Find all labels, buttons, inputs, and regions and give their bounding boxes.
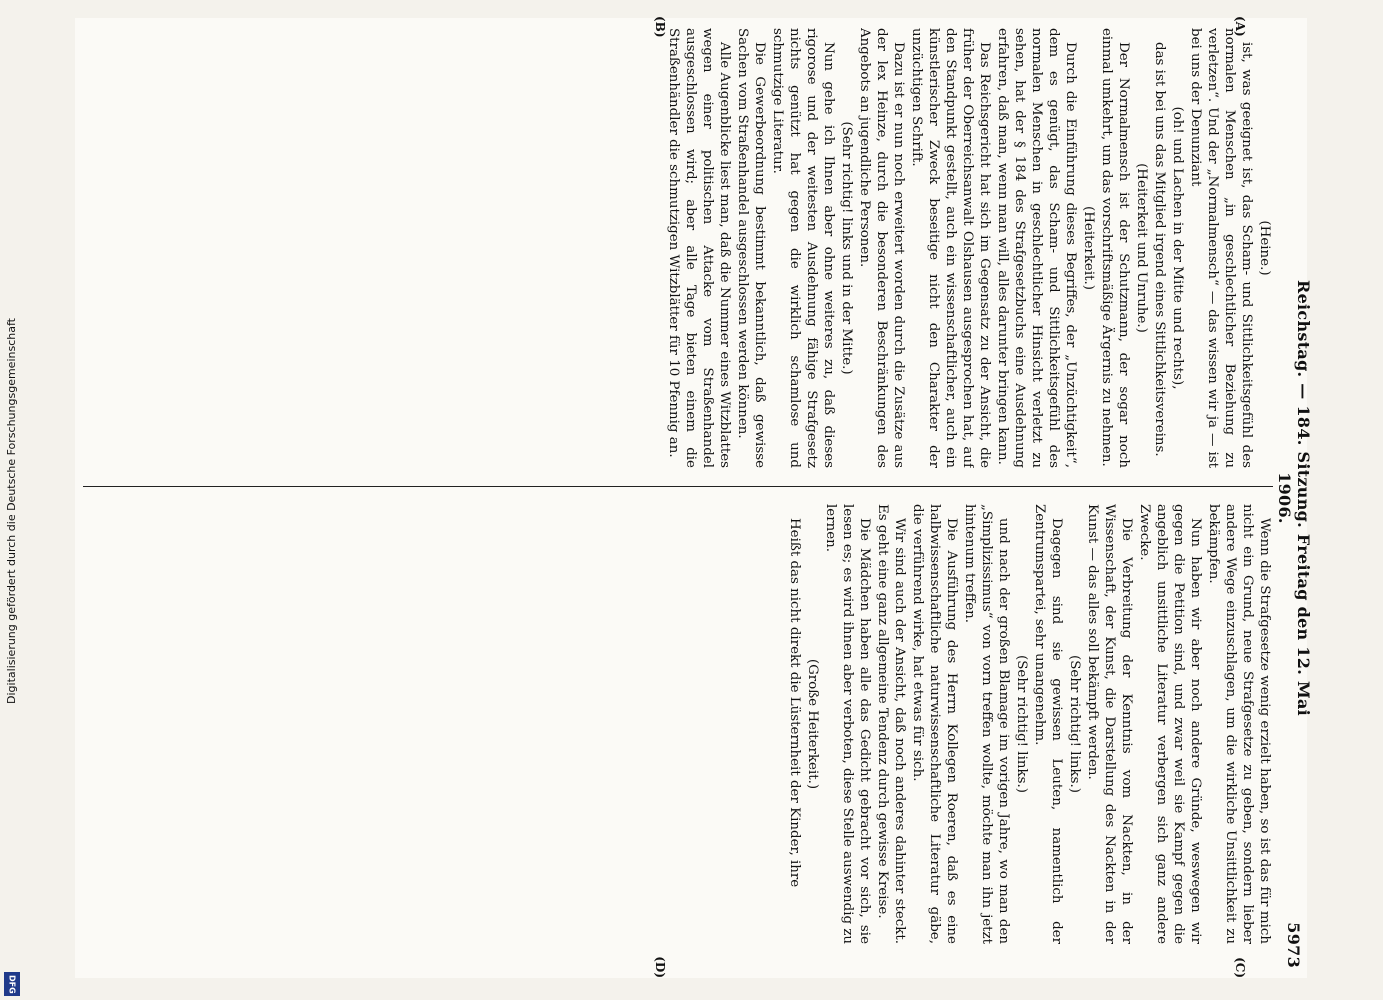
page-header-title: Reichstag. — 184. Sitzung. Freitag den 12. Mai 1906. [1275, 279, 1313, 717]
left-column-paragraph: Der Normalmensch ist der Schutzmann, der sogar noch einmal umkehrt, um das vorschriftsmäßige Ärgernis zu nehmen. [1099, 28, 1131, 468]
left-column-paragraph: (Sehr richtig! links und in der Mitte.) [839, 121, 854, 375]
left-column-paragraph: Dazu ist er nun noch erweitert worden durch die Zusätze aus der lex Heinze, durch die besonderen Beschränkungen des Angebots an jugendliche Personen. [857, 28, 906, 468]
right-column-paragraph: Die Verbreitung der Kenntnis vom Nackten, in der Wissenschaft, der Kunst, die Darstellung des Nackten in der Kunst — das alles soll bekämpft werden. [1085, 504, 1134, 944]
left-column-paragraph: Nun gehe ich Ihnen aber ohne weiteres zu, daß dieses rigorose und der weitesten Ausdehnung fähige Strafgesetz nichts genützt hat gegen die wirklich schamlose und schmutzige Literatur. [770, 28, 836, 468]
right-column-paragraph: Wir sind auch der Ansicht, daß noch anderes dahinter steckt. Es geht eine ganz allgemeine Tendenz durch gewisse Kreise. [875, 504, 907, 944]
margin-mark-a: (A) [1233, 16, 1247, 37]
footer-credit-text: Digitalisierung gefördert durch die Deutsche Forschungsgemeinschaft [5, 318, 18, 704]
left-column-paragraph: Durch die Einführung dieses Begriffes, der „Unzüchtigkeit“, dem es genügt, das Scham- und Sittlichkeitsgefühl des normalen Menschen in geschlechtlicher Hinsicht verletzt zu sehen, hat der § 184 des Strafgesetzbuchs eine Ausdehnung erfahren, daß man, wenn man will, alles darunter bringen kann. [995, 28, 1078, 468]
right-column-paragraph: (Sehr richtig! links.) [1067, 655, 1082, 793]
column-divider [83, 486, 1273, 487]
left-column-paragraph: ist, was geeignet ist, das Scham- und Sittlichkeitsgefühl des normalen Menschen „in geschlechtlicher Beziehung zu verletzen“. Und der „Normalmensch“ — das wissen wir ja — ist bei uns der Denunziant [1188, 28, 1254, 468]
document-page [75, 16, 1313, 978]
right-column-paragraph: und nach der großen Blamage im vorigen Jahre, wo man den „Simplizissimus“ von vorn treffen wollte, möchte man ihn jetzt hintenum treffen. [962, 504, 1011, 944]
margin-mark-c: (C) [1233, 957, 1247, 978]
left-column-paragraph: (Heiterkeit und Unruhe.) [1134, 163, 1149, 333]
rotated-content [75, 16, 1313, 978]
left-column-paragraph: (oh! und Lachen in der Mitte und rechts), [1170, 106, 1185, 390]
page-number: 5973 [1284, 922, 1304, 968]
right-column-paragraph: Die Ausführung des Herrn Kollegen Roeren, daß es eine halbwissenschaftliche naturwissenschaftliche Literatur gäbe, die verführend wirke, hat etwas für sich. [910, 504, 959, 944]
left-column-paragraph: Das Reichsgericht hat sich im Gegensatz zu der Ansicht, die früher der Oberreichsanwalt Olshausen ausgesprochen hat, auf den Standpunkt gestellt, auch ein wissenschaftlicher, auch ein künstlerischer Zweck beseitige nicht den Charakter der unzüchtigen Schrift. [909, 28, 992, 468]
margin-mark-d: (D) [653, 956, 667, 978]
text-column-left [83, 28, 1273, 468]
margin-mark-b: (B) [653, 16, 667, 38]
footer-credit [4, 12, 22, 992]
right-column-paragraph: Wenn die Strafgesetze wenig erzielt haben, so ist das für mich nicht ein Grund, neue Strafgesetze zu geben, sondern lieber andere Wege einzuschlagen, um die wirkliche Unsittlichkeit zu bekämpfen. [1206, 504, 1272, 944]
dfg-logo: DFG [4, 972, 20, 996]
right-column-paragraph: Nun haben wir aber noch andere Gründe, weswegen wir gegen die Petition sind, und zwar weil sie Kampf gegen die angeblich unsittliche Literatur verbergen sich ganz andere Zwecke. [1137, 504, 1203, 944]
page-header [1275, 28, 1313, 968]
right-column-paragraph: (Sehr richtig! links.) [1014, 655, 1029, 793]
left-column-paragraph: das ist bei uns das Mitglied irgend eines Sittlichkeitsvereins. [1152, 42, 1167, 457]
left-column-paragraph: Die Gewerbeordnung bestimmt bekanntlich, daß gewisse Sachen vom Straßenhandel ausgeschlossen werden können. [735, 28, 767, 468]
text-column-right [83, 504, 1273, 944]
right-column-paragraph: Die Mädchen haben alle das Gedicht gebracht vor sich, sie lesen es; es wird ihnen aber verboten, diese Stelle auswendig zu lernen. [823, 504, 872, 944]
right-column-paragraph: Dagegen sind sie gewissen Leuten, namentlich der Zentrumspartei, sehr unangenehm. [1032, 504, 1064, 944]
left-column-paragraph: (Heiterkeit.) [1081, 206, 1096, 290]
left-column-paragraph: (Heine.) [1257, 220, 1272, 276]
left-column-paragraph: Alle Augenblicke liest man, daß die Nummer eines Witzblattes wegen einer politischen Attacke vom Straßenhandel ausgeschlossen wird; aber alle Tage bieten einem die Straßenhändler die schmutzigen Witzblätter für 10 Pfennig an. [666, 28, 732, 468]
right-column-paragraph: (Große Heiterkeit.) [805, 658, 820, 790]
right-column-paragraph: Heißt das nicht direkt die Lüsternheit der Kinder, ihre [787, 518, 802, 888]
